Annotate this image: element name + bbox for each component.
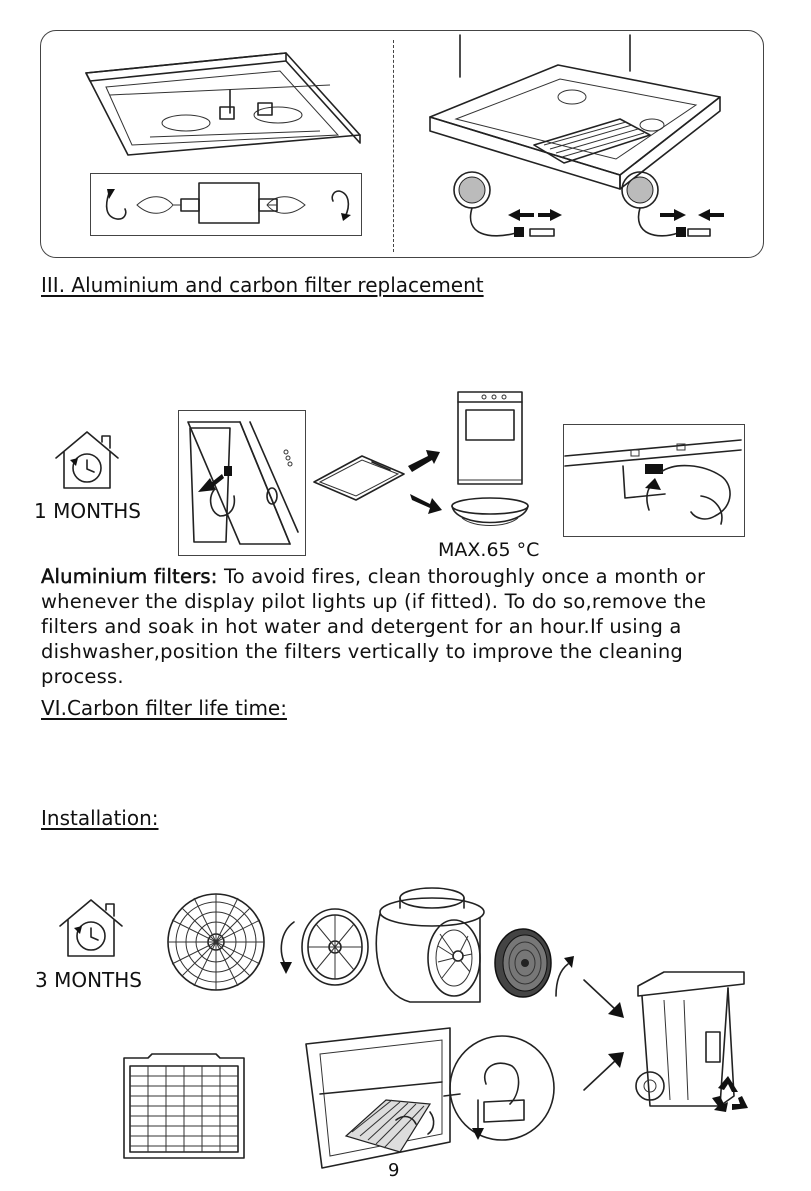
lamp-detail-illustration <box>95 175 357 233</box>
one-month-interval-label: 1 MONTHS <box>34 499 141 523</box>
recycle-bin-illustration <box>624 966 772 1120</box>
carbon-filter-life-heading: VI.Carbon filter life time: <box>41 696 287 720</box>
arrow-to-dishwasher-icon <box>406 446 442 474</box>
dishwasher-illustration <box>454 390 526 486</box>
panel-divider <box>393 40 394 252</box>
pilot-light-illustration <box>565 426 741 533</box>
aluminium-filter-title: Aluminium filters: <box>41 565 218 588</box>
installation-heading: Installation: <box>41 806 159 830</box>
filter-removal-illustration <box>180 412 302 552</box>
arrow-to-bin-icon <box>580 976 626 1020</box>
page-number: 9 <box>388 1160 400 1181</box>
rotate-arrow-icon <box>276 918 298 974</box>
home-clock-icon <box>52 428 122 494</box>
hood-underside-illustration <box>80 45 370 160</box>
soaking-bowl-illustration <box>448 494 532 538</box>
blower-motor-illustration <box>370 884 490 1012</box>
hood-filter-removal-illustration <box>300 1024 560 1172</box>
aluminium-filter-plate <box>310 452 406 504</box>
max-temperature-label: MAX.65 °C <box>438 539 540 561</box>
aluminium-filter-paragraph <box>41 564 721 689</box>
filter-cartridge-illustration <box>118 1050 250 1162</box>
fan-grille-illustration <box>164 888 268 996</box>
hood-lamp-illustration <box>420 35 750 245</box>
arrow-to-bowl-icon <box>408 488 444 516</box>
filter-replacement-heading: III. Aluminium and carbon filter replacement <box>41 273 484 297</box>
aluminium-filter-body: To avoid fires, clean thoroughly once a month or whenever the display pilot lights up (if fitted). To do so,remove the filters and soak in hot water and detergent for an hour.If using a dishwasher,position the filters vertically to improve the cleaning process. <box>41 565 707 688</box>
home-clock-icon-3-months <box>56 896 126 962</box>
carbon-filter-disc <box>298 906 372 988</box>
charcoal-filter-illustration <box>492 926 554 1000</box>
rotate-back-arrow-icon <box>552 954 576 998</box>
arrow-up-to-bin-icon <box>580 1050 626 1094</box>
three-month-interval-label: 3 MONTHS <box>35 968 142 992</box>
